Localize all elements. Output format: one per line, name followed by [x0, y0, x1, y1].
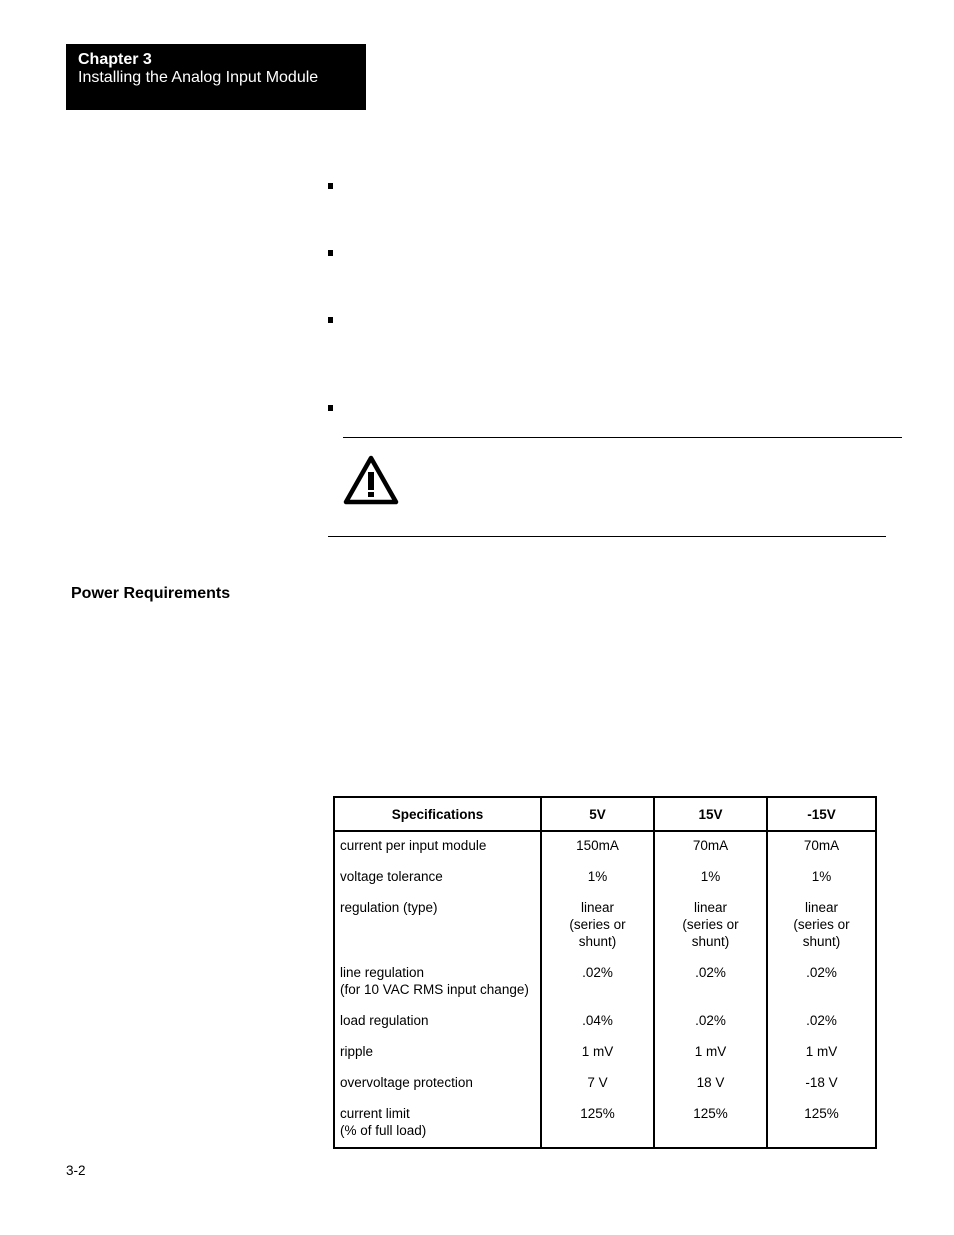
spec-value-cell [767, 1012, 876, 1043]
spec-value: shunt) [802, 934, 841, 949]
spec-label-cell [334, 1074, 541, 1105]
column-header: Specifications [334, 797, 541, 831]
table-row [334, 899, 876, 964]
spec-value: 150mA [576, 838, 619, 853]
power-spec-table [333, 796, 877, 1149]
spec-value-cell [767, 868, 876, 899]
spec-label: regulation (type) [340, 900, 438, 915]
bullet-marker [328, 250, 333, 256]
spec-value: 7 V [587, 1075, 608, 1090]
spec-value-cell [767, 1043, 876, 1074]
chapter-header [66, 44, 366, 110]
spec-value: 1 mV [581, 1044, 614, 1059]
spec-value: .02% [695, 965, 726, 980]
table-row [334, 964, 876, 1012]
table-row [334, 868, 876, 899]
spec-value: 70mA [692, 838, 729, 853]
section-heading: Power Requirements [71, 585, 231, 602]
spec-value-cell [541, 899, 654, 964]
table-row [334, 1105, 876, 1148]
spec-value: (series or [569, 917, 626, 932]
bullet-marker [328, 405, 333, 411]
spec-value: linear [580, 900, 615, 915]
spec-label: (% of full load) [340, 1123, 427, 1138]
column-header: 5V [541, 797, 654, 831]
spec-value-cell [654, 1012, 767, 1043]
spec-value: .02% [806, 1013, 837, 1028]
table-row [334, 1012, 876, 1043]
spec-value: 70mA [803, 838, 840, 853]
table-row [334, 1043, 876, 1074]
spec-value: shunt) [691, 934, 730, 949]
column-header: -15V [767, 797, 876, 831]
spec-value: (series or [793, 917, 850, 932]
spec-value-cell [654, 1043, 767, 1074]
spec-label: ripple [340, 1044, 374, 1059]
spec-value-cell [541, 1105, 654, 1148]
chapter-number: Chapter 3 [78, 51, 152, 68]
spec-label-cell [334, 868, 541, 899]
spec-value: 1 mV [805, 1044, 838, 1059]
table-row [334, 831, 876, 868]
spec-value: 125% [804, 1106, 839, 1121]
spec-value: 1% [700, 869, 721, 884]
spec-value: 18 V [696, 1075, 725, 1090]
spec-value-cell [541, 1074, 654, 1105]
spec-value: 125% [693, 1106, 728, 1121]
spec-label: line regulation [340, 965, 425, 980]
spec-value-cell [767, 964, 876, 1012]
spec-value: 1% [587, 869, 608, 884]
warning-triangle-icon [343, 455, 399, 505]
spec-label-cell [334, 1105, 541, 1148]
spec-label-cell [334, 899, 541, 964]
spec-value: -18 V [805, 1075, 838, 1090]
spec-label: voltage tolerance [340, 869, 443, 884]
spec-value-cell [541, 868, 654, 899]
spec-value: 125% [580, 1106, 615, 1121]
spec-value: 1 mV [694, 1044, 727, 1059]
bullet-marker [328, 183, 333, 189]
spec-value-cell [767, 1074, 876, 1105]
spec-value-cell [541, 1043, 654, 1074]
spec-value: .02% [806, 965, 837, 980]
table-header-row [334, 797, 876, 831]
spec-value: (series or [682, 917, 739, 932]
spec-label: current per input module [340, 838, 487, 853]
spec-label: overvoltage protection [340, 1075, 473, 1090]
spec-label: current limit [340, 1106, 410, 1121]
spec-value-cell [767, 831, 876, 868]
spec-value-cell [654, 1105, 767, 1148]
spec-value: linear [804, 900, 839, 915]
spec-label: load regulation [340, 1013, 429, 1028]
column-header: 15V [654, 797, 767, 831]
spec-value-cell [541, 964, 654, 1012]
spec-value-cell [654, 899, 767, 964]
spec-value-cell [767, 1105, 876, 1148]
warning-bottom-rule [328, 536, 886, 537]
bullet-marker [328, 317, 333, 323]
spec-label: (for 10 VAC RMS input change) [340, 982, 529, 997]
spec-label-cell [334, 831, 541, 868]
spec-value-cell [654, 831, 767, 868]
spec-label-cell [334, 964, 541, 1012]
chapter-title: Installing the Analog Input Module [78, 69, 319, 86]
spec-value: shunt) [578, 934, 617, 949]
page-number: 3-2 [66, 1163, 86, 1178]
spec-label-cell [334, 1043, 541, 1074]
spec-value-cell [654, 868, 767, 899]
spec-value: 1% [811, 869, 832, 884]
warning-top-rule [343, 437, 902, 438]
spec-value-cell [767, 899, 876, 964]
spec-value-cell [654, 964, 767, 1012]
spec-value-cell [541, 1012, 654, 1043]
spec-value-cell [654, 1074, 767, 1105]
table-row [334, 1074, 876, 1105]
spec-value: .04% [582, 1013, 613, 1028]
spec-value: .02% [582, 965, 613, 980]
spec-value: .02% [695, 1013, 726, 1028]
spec-label-cell [334, 1012, 541, 1043]
spec-value-cell [541, 831, 654, 868]
spec-value: linear [693, 900, 728, 915]
